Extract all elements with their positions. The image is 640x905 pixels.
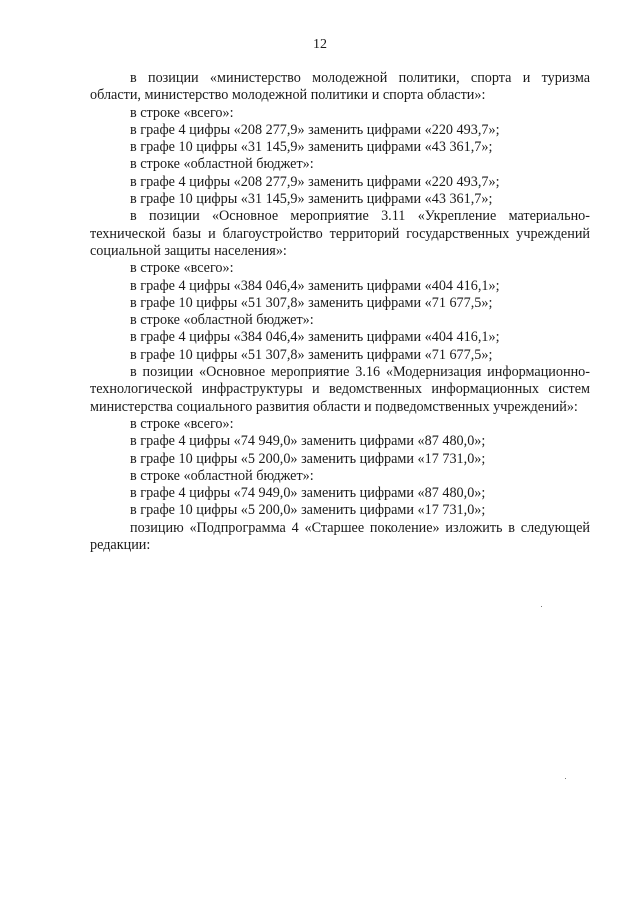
paragraph: в позиции «Основное мероприятие 3.11 «Укрепление материально-технической базы и благоустройство территорий государственных учреждений социальной защиты населения»:	[90, 208, 590, 259]
scan-speck	[541, 606, 542, 607]
instruction-line: в строке «всего»:	[130, 260, 234, 277]
paragraph: в позиции «министерство молодежной политики, спорта и туризма области, министерство молодежной политики и спорта области»:	[90, 70, 590, 104]
instruction-line: в графе 4 цифры «74 949,0» заменить цифрами «87 480,0»;	[130, 485, 486, 502]
instruction-line: в строке «областной бюджет»:	[130, 467, 314, 484]
instruction-line: в графе 4 цифры «384 046,4» заменить цифрами «404 416,1»;	[130, 277, 500, 294]
instruction-line: в графе 4 цифры «384 046,4» заменить цифрами «404 416,1»;	[130, 329, 500, 346]
instruction-line: в строке «областной бюджет»:	[130, 156, 314, 173]
instruction-line: в графе 4 цифры «74 949,0» заменить цифрами «87 480,0»;	[130, 433, 486, 450]
instruction-line: в графе 4 цифры «208 277,9» заменить цифрами «220 493,7»;	[130, 173, 500, 190]
page-number: 12	[313, 37, 327, 52]
instruction-line: в графе 10 цифры «5 200,0» заменить цифрами «17 731,0»;	[130, 502, 486, 519]
instruction-line: в графе 10 цифры «31 145,9» заменить цифрами «43 361,7»;	[130, 191, 493, 208]
scan-speck	[565, 778, 566, 779]
paragraph: в позиции «Основное мероприятие 3.16 «Модернизация информационно-технологической инфраструктуры и ведомственных информационных систем министерства социального развития области и подведомственных учреждений»:	[90, 364, 590, 415]
instruction-line: в графе 10 цифры «51 307,8» заменить цифрами «71 677,5»;	[130, 294, 493, 311]
instruction-line: в графе 10 цифры «51 307,8» заменить цифрами «71 677,5»;	[130, 346, 493, 363]
instruction-line: в графе 10 цифры «5 200,0» заменить цифрами «17 731,0»;	[130, 450, 486, 467]
instruction-line: в графе 10 цифры «31 145,9» заменить цифрами «43 361,7»;	[130, 139, 493, 156]
instruction-line: в строке «областной бюджет»:	[130, 312, 314, 329]
instruction-line: в строке «всего»:	[130, 104, 234, 121]
instruction-line: в графе 4 цифры «208 277,9» заменить цифрами «220 493,7»;	[130, 121, 500, 138]
paragraph: позицию «Подпрограмма 4 «Старшее поколение» изложить в следующей редакции:	[90, 519, 590, 554]
instruction-line: в строке «всего»:	[130, 415, 234, 432]
document-body	[90, 70, 590, 554]
